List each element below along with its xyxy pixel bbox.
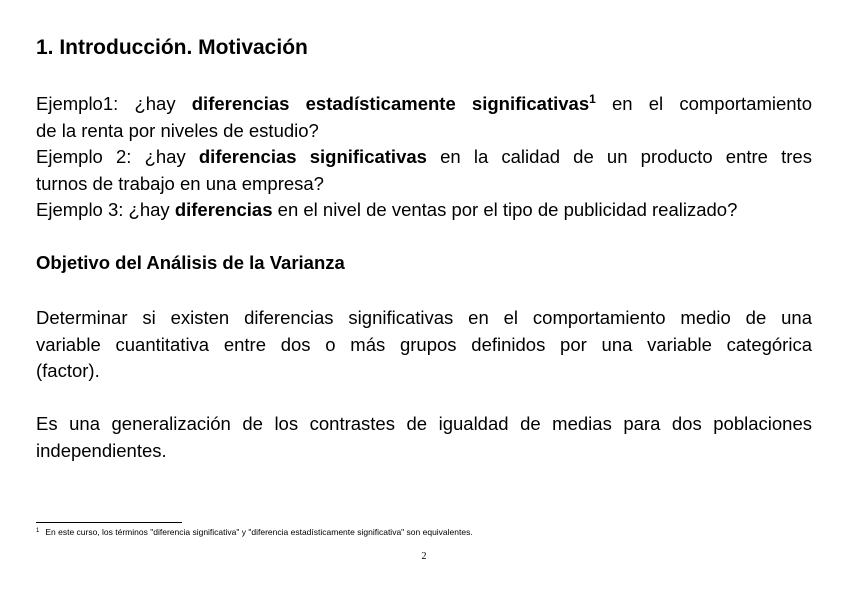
example-2-line-1	[36, 144, 812, 171]
section-title: 1. Introducción. Motivación	[36, 36, 308, 59]
example-1-prefix: Ejemplo1: ¿hay	[36, 93, 192, 114]
generalization-line-1: Es una generalización de los contrastes de igualdad de medias para dos poblaciones	[36, 413, 812, 434]
example-2-prefix: Ejemplo 2: ¿hay	[36, 146, 199, 167]
footnote	[36, 527, 473, 537]
footnote-reference: 1	[589, 92, 596, 106]
example-3-rest: en el nivel de ventas por el tipo de publicidad realizado?	[272, 199, 738, 220]
objective-heading: Objetivo del Análisis de la Varianza	[36, 252, 345, 273]
footnote-separator	[36, 522, 182, 523]
objective-line-1: Determinar si existen diferencias significativas en el comportamiento medio de una	[36, 307, 812, 328]
generalization-line-2: independientes.	[36, 439, 167, 461]
example-2-line-2: turnos de trabajo en una empresa?	[36, 172, 324, 194]
example-1-rest: en el comportamiento	[595, 93, 812, 114]
example-3-prefix: Ejemplo 3: ¿hay	[36, 199, 175, 220]
example-1-line-2: de la renta por niveles de estudio?	[36, 119, 319, 141]
objective-paragraph	[36, 305, 812, 385]
objective-line-3: (factor).	[36, 360, 100, 381]
footnote-mark: 1	[36, 528, 40, 534]
generalization-paragraph	[36, 411, 812, 464]
page-number: 2	[421, 551, 427, 562]
example-1-line-1	[36, 91, 812, 118]
objective-line-2: variable cuantitativa entre dos o más grupos definidos por una variable categórica	[36, 333, 812, 355]
example-1-bold-text: diferencias estadísticamente significativas	[191, 93, 590, 114]
footnote-text: En este curso, los términos "diferencia significativa" y "diferencia estadísticamente significativa" son equivalentes.	[45, 527, 473, 537]
example-2-rest: en la calidad de un producto entre tres	[426, 146, 812, 167]
examples-block	[36, 91, 812, 224]
example-3-bold-text: diferencias	[174, 199, 273, 220]
example-3-line	[36, 197, 812, 224]
example-2-bold-text: diferencias significativas	[198, 146, 427, 167]
